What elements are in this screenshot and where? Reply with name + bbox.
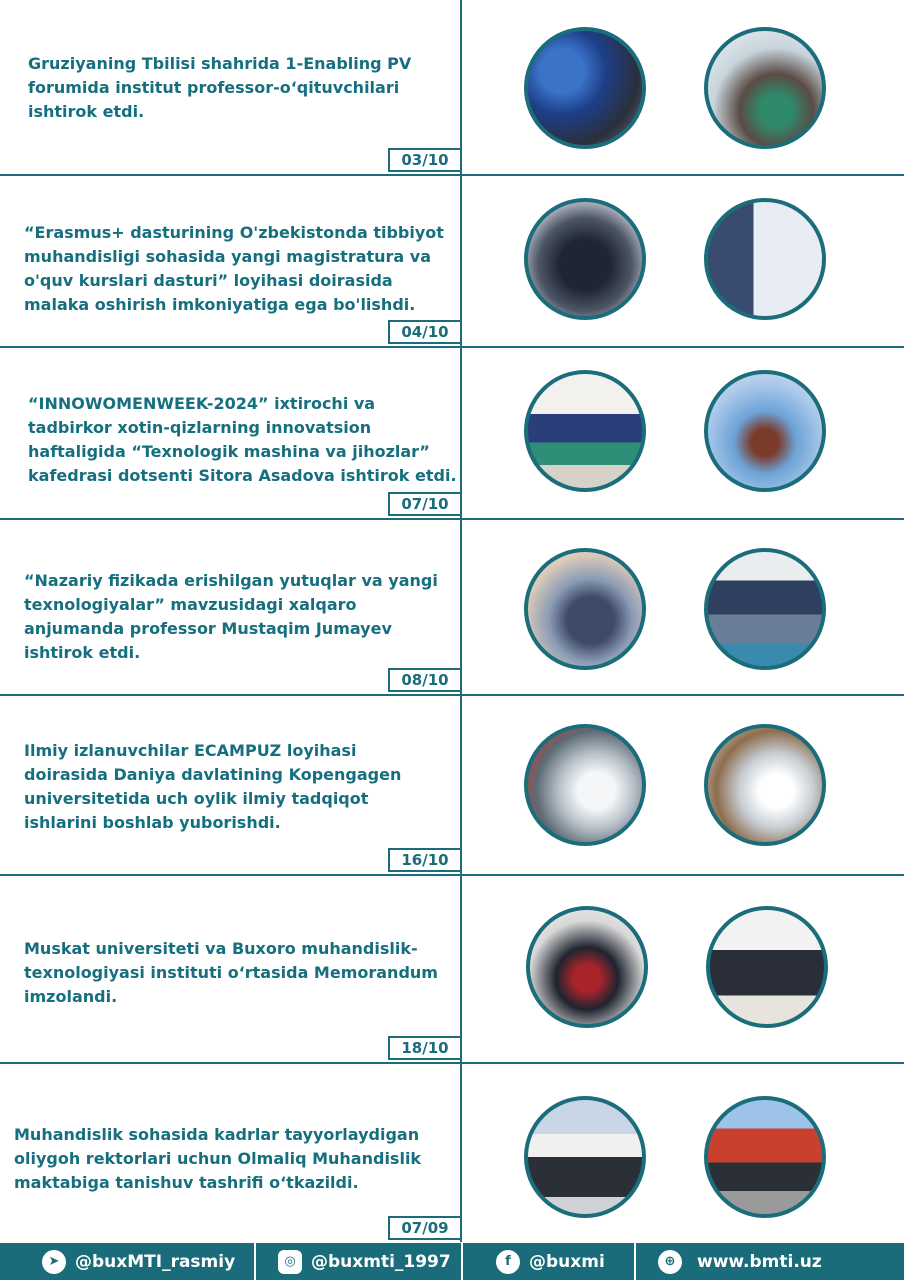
news-date-2: 04/10 xyxy=(388,320,460,344)
news-photo-3b[interactable] xyxy=(704,370,826,492)
news-photo-2b[interactable] xyxy=(704,198,826,320)
news-date-7: 07/09 xyxy=(388,1216,460,1240)
instagram-handle: @buxmti_1997 xyxy=(311,1251,451,1272)
news-title-2[interactable]: “Erasmus+ dasturining O'zbekistonda tibbiyot muhandisligi sohasida yangi magistratura va o'quv kurslari dasturi” loyihasi doirasida malaka oshirish imkoniyatiga ega bo'lishdi. xyxy=(24,223,444,314)
news-title-7[interactable]: Muhandislik sohasida kadrlar tayyorlaydigan oliygoh rektorlari uchun Olmaliq Muhandislik maktabiga tanishuv tashrifi o‘tkazildi. xyxy=(14,1125,422,1192)
news-photo-1b[interactable] xyxy=(704,27,826,149)
footer-bar xyxy=(0,1243,904,1280)
news-title-4[interactable]: “Nazariy fizikada erishilgan yutuqlar va yangi texnologiyalar” mavzusidagi xalqaro anjumanda professor Mustaqim Jumayev ishtirok etdi. xyxy=(24,571,438,662)
news-photo-5a[interactable] xyxy=(524,724,646,846)
news-date-5: 16/10 xyxy=(388,848,460,872)
website-url: www.bmti.uz xyxy=(697,1251,822,1272)
news-date-1: 03/10 xyxy=(388,148,460,172)
footer-facebook[interactable] xyxy=(496,1243,605,1280)
instagram-icon: ◎ xyxy=(278,1250,302,1274)
footer-separator xyxy=(254,1243,256,1280)
row-divider xyxy=(0,518,904,520)
telegram-icon: ➤ xyxy=(42,1250,66,1274)
facebook-handle: @buxmi xyxy=(529,1251,605,1272)
news-photo-7b[interactable] xyxy=(704,1096,826,1218)
facebook-icon: f xyxy=(496,1250,520,1274)
news-photo-1a[interactable] xyxy=(524,27,646,149)
news-photo-4a[interactable] xyxy=(524,548,646,670)
news-date-4: 08/10 xyxy=(388,668,460,692)
globe-icon: ⊕ xyxy=(658,1250,682,1274)
footer-instagram[interactable] xyxy=(278,1243,451,1280)
row-divider xyxy=(0,694,904,696)
news-photo-3a[interactable] xyxy=(524,370,646,492)
footer-website[interactable] xyxy=(658,1243,822,1280)
footer-telegram[interactable] xyxy=(42,1243,235,1280)
news-title-3[interactable]: “INNOWOMENWEEK-2024” ixtirochi va tadbirkor xotin-qizlarning innovatsion haftaligida “Texnologik mashina va jihozlar” kafedrasi dotsenti Sitora Asadova ishtirok etdi. xyxy=(28,394,457,485)
news-photo-4b[interactable] xyxy=(704,548,826,670)
news-photo-6a[interactable] xyxy=(526,906,648,1028)
news-photo-6b[interactable] xyxy=(706,906,828,1028)
row-divider xyxy=(0,1062,904,1064)
row-divider xyxy=(0,346,904,348)
footer-separator xyxy=(461,1243,463,1280)
news-date-6: 18/10 xyxy=(388,1036,460,1060)
row-divider xyxy=(0,874,904,876)
row-divider xyxy=(0,174,904,176)
news-title-6[interactable]: Muskat universiteti va Buxoro muhandislik-texnologiyasi instituti o‘rtasida Memorandum imzolandi. xyxy=(24,939,438,1006)
vertical-divider xyxy=(460,0,462,1242)
telegram-handle: @buxMTI_rasmiy xyxy=(75,1251,236,1272)
news-date-3: 07/10 xyxy=(388,492,460,516)
news-photo-7a[interactable] xyxy=(524,1096,646,1218)
news-title-5[interactable]: Ilmiy izlanuvchilar ECAMPUZ loyihasi doirasida Daniya davlatining Kopengagen universitetida uch oylik ilmiy tadqiqot ishlarini boshlab yuborishdi. xyxy=(24,741,402,832)
news-photo-2a[interactable] xyxy=(524,198,646,320)
news-photo-5b[interactable] xyxy=(704,724,826,846)
footer-separator xyxy=(634,1243,636,1280)
news-title-1[interactable]: Gruziyaning Tbilisi shahrida 1-Enabling PV forumida institut professor-o‘qituvchilari ishtirok etdi. xyxy=(28,54,412,121)
